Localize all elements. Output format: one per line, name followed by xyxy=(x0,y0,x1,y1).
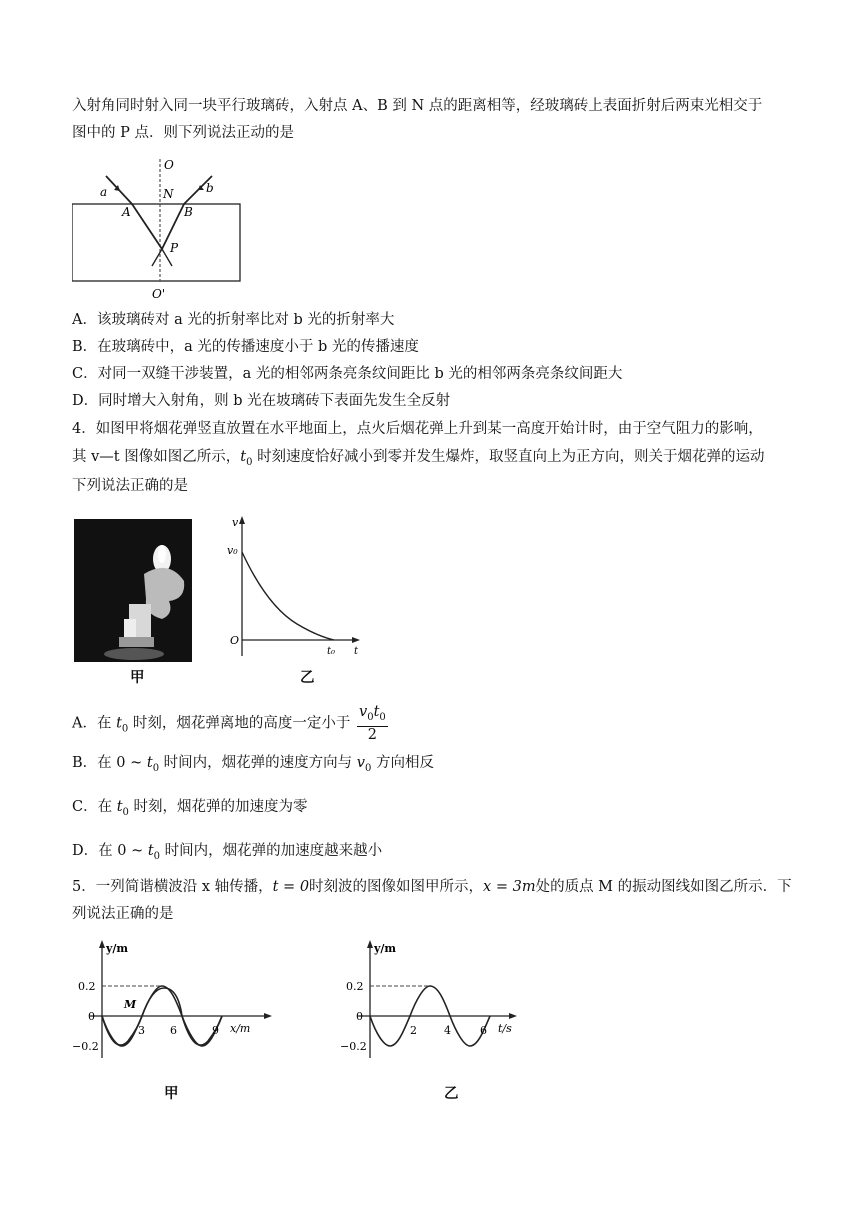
right-ylabel: y/m xyxy=(374,942,397,955)
label-o: O xyxy=(164,158,174,172)
left-ytick-0: 0.2 xyxy=(78,980,96,993)
q4-option-b: B．在 0 ~ $t_0$ 时间内，烟花弹的速度方向与 $v_0$ 方向相反 xyxy=(72,755,434,774)
vt-t0-label: t₀ xyxy=(327,646,336,657)
right-ytick-2: −0.2 xyxy=(340,1040,367,1053)
q3-option-b: B．在玻璃砖中，a 光的传播速度小于 b 光的传播速度 xyxy=(72,339,419,355)
q3-stem-line2: 图中的 P 点．则下列说法正动的是 xyxy=(72,125,294,141)
right-xtick-2: 6 xyxy=(480,1024,487,1037)
right-xtick-0: 2 xyxy=(410,1024,417,1037)
q3-stem-line1: 入射角同时射入同一块平行玻璃砖，入射点 A、B 到 N 点的距离相等，经玻璃砖上表面折射后两束光相交于 xyxy=(72,98,763,114)
left-xtick-2: 9 xyxy=(212,1024,219,1037)
vt-v0-label: v₀ xyxy=(227,544,238,557)
caption-jia-left: 甲 xyxy=(130,669,145,686)
vt-origin-label: O xyxy=(230,634,240,647)
vt-t-label: t xyxy=(354,646,359,657)
wave-graph-right xyxy=(340,938,560,1068)
q4-option-c: C．在 $t_0$ 时刻，烟花弹的加速度为零 xyxy=(72,799,308,818)
label-B: B xyxy=(184,205,193,219)
q4-option-d: D．在 0 ~ $t_0$ 时间内，烟花弹的加速度越来越小 xyxy=(72,843,383,862)
left-ytick-1: 0 xyxy=(88,1010,95,1023)
q3-option-c: C．对同一双缝干涉装置，a 光的相邻两条亮条纹间距比 b 光的相邻两条亮条纹间距大 xyxy=(72,366,623,382)
label-A: A xyxy=(122,205,131,219)
q3-option-a: A．该玻璃砖对 a 光的折射率比对 b 光的折射率大 xyxy=(72,312,395,328)
vt-v-label: v xyxy=(232,516,239,529)
q4-option-a: A．在 $t_0$ 时刻，烟花弹离地的高度一定小于 $\frac{v_0t_0}{2}$ xyxy=(72,704,386,743)
caption-yi-wave: 乙 xyxy=(444,1085,459,1102)
right-xlabel: t/s xyxy=(498,1022,512,1035)
fraction-v0t0-over-2: $\frac{v_0t_0}{2}$ xyxy=(359,704,386,743)
right-ytick-0: 0.2 xyxy=(346,980,364,993)
vt-graph xyxy=(222,516,362,666)
left-point-m: M xyxy=(124,998,137,1011)
left-ytick-2: −0.2 xyxy=(72,1040,99,1053)
left-xtick-1: 6 xyxy=(170,1024,177,1037)
q4-stem-line2: 其 v—t 图像如图乙所示，$t_0$ 时刻速度恰好减小到零并发生爆炸，取竖直向上为正方向，则关于烟花弹的运动 xyxy=(72,449,765,468)
q3-option-d: D．同时增大入射角，则 b 光在坡璃砖下表面先发生全反射 xyxy=(72,393,451,409)
right-ytick-1: 0 xyxy=(356,1010,363,1023)
q5-stem-line1: 5．一列简谐横波沿 x 轴传播，t = 0时刻波的图像如图甲所示，x = 3m处的质点 M 的振动图线如图乙所示．下 xyxy=(72,879,792,895)
firework-photo xyxy=(74,519,194,664)
q5-stem-line2: 列说法正确的是 xyxy=(72,906,174,922)
label-a: a xyxy=(100,185,108,199)
left-xtick-0: 3 xyxy=(138,1024,145,1037)
caption-yi-left: 乙 xyxy=(300,669,315,686)
q4-stem-line1: 4．如图甲将烟花弹竖直放置在水平地面上，点火后烟花弹上升到某一高度开始计时，由于空气阻力的影响， xyxy=(72,421,763,437)
q4-stem-line3: 下列说法正确的是 xyxy=(72,478,188,494)
caption-jia-wave: 甲 xyxy=(164,1085,179,1102)
label-b: b xyxy=(206,181,214,195)
label-o-prime: O' xyxy=(152,287,166,301)
q3-refraction-figure xyxy=(72,154,252,304)
right-xtick-1: 4 xyxy=(444,1024,451,1037)
left-xlabel: x/m xyxy=(230,1022,251,1035)
left-ylabel: y/m xyxy=(106,942,129,955)
label-P: P xyxy=(170,241,179,255)
label-n: N xyxy=(163,187,174,201)
wave-graph-left xyxy=(72,938,292,1068)
